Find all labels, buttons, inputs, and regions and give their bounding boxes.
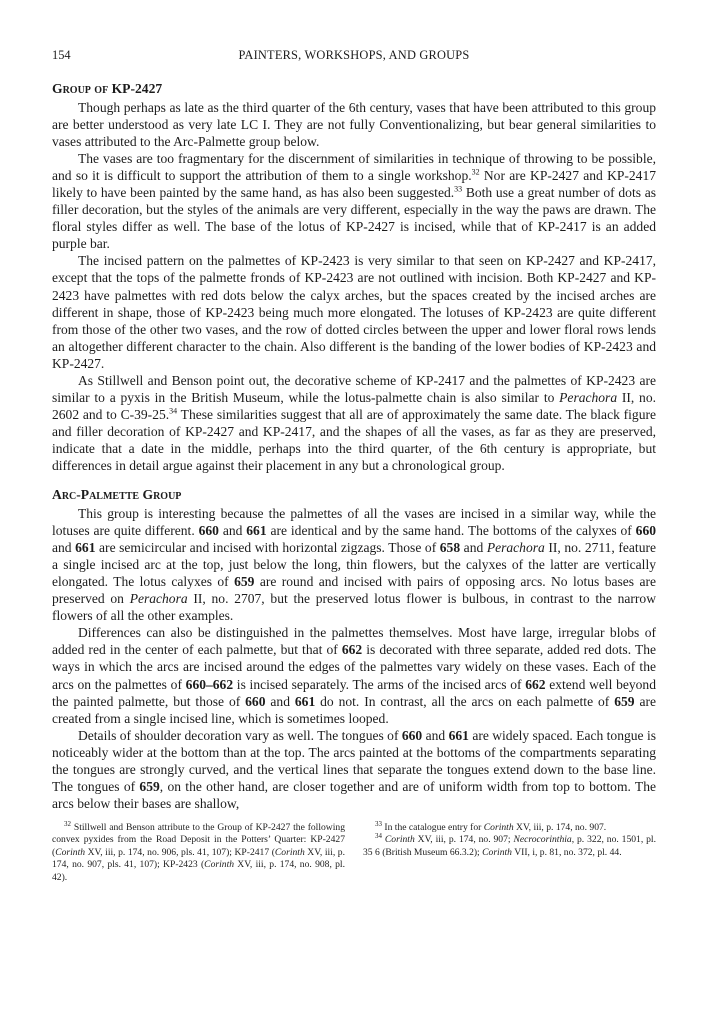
text-run: and	[218, 523, 247, 539]
footnotes	[52, 819, 656, 885]
text-run: and	[422, 727, 449, 743]
text-run: and	[265, 693, 295, 709]
text-run: This group is interesting because the palmettes of all the vases are incised in a similar way, while the lotuses are quite different.	[52, 506, 656, 539]
footnote-reference: 33	[454, 184, 463, 194]
footnote-reference: 32	[64, 819, 71, 828]
text-run: These similarities suggest that all are of approximately the same date. The black figure and filler decoration of KP-2427 and KP-2417, and the shapes of all the vases, as far as they are preserved, indicate that a date in the middle, perhaps into the third quarter, of the 6th century is appropriate, but differences in detail argue against their placement in any but a chronological group.	[52, 406, 656, 473]
italic-text: Perachora	[559, 389, 618, 405]
paragraph	[52, 99, 656, 150]
text-run: do not. In contrast, all the arcs on each palmette of	[315, 693, 615, 709]
paragraph	[52, 252, 656, 371]
footnotes-left-column	[52, 819, 345, 885]
text-run: are created from a single incised line, which is sometimes looped.	[52, 693, 657, 726]
paragraph	[52, 624, 656, 726]
section-heading-arc-palmette-group: Arc-Palmette Group	[52, 487, 182, 503]
footnotes-right-column	[363, 819, 656, 885]
text-run: is decorated with three separate, added red dots. The ways in which the arcs are incised around the edges of the palmettes vary widely on these vases. Each of the arcs on the palmettes of	[52, 642, 657, 692]
bold-catalogue-number: 660	[401, 727, 423, 743]
text-run: extend well beyond the painted palmette, but those of	[52, 676, 656, 709]
bold-catalogue-number: 659	[614, 693, 635, 709]
italic-text: Corinth	[274, 846, 305, 858]
text-run: XV, iii, p. 174, no. 907;	[414, 834, 514, 846]
book-page	[52, 48, 656, 884]
text-run: The vases are too fragmentary for the discernment of similarities in technique of throwing to be possible, and so it is difficult to support the attribution of them to a single workshop.	[52, 151, 656, 184]
text-run: II, no. 2602 and to C-39-25.	[52, 389, 656, 422]
italic-text: Perachora	[129, 591, 188, 607]
bold-catalogue-number: 659	[234, 574, 255, 590]
bold-catalogue-number: 661	[294, 693, 316, 709]
footnote-reference: 34	[375, 832, 382, 841]
text-run: II, no. 2711, feature a single incised arc at the top, just below the long, thin flowers, but the calyxes of the latter are vertically elongated. The lotus calyxes of	[52, 540, 656, 590]
text-run: XV, iii, p. 174, no. 906, pls. 41, 107); KP-2417 (	[85, 846, 275, 858]
text-run: Differences can also be distinguished in the palmettes themselves. Most have large, irregular blobs of added red in the center of each palmette, but that of	[52, 625, 656, 658]
text-run: Both use a great number of dots as filler decoration, but the styles of the animals are very different, especially in the way the paws are drawn. The floral styles differ as well. The base of the lotus of KP-2427 is incised, while that of KP-2417 is an added purple bar.	[52, 185, 656, 252]
italic-text: Corinth	[384, 834, 415, 846]
text-run: and	[460, 540, 487, 556]
bold-catalogue-number: 661	[448, 727, 469, 743]
italic-text: Necrocorinthia	[513, 834, 572, 846]
text-run: is incised separately. The arms of the incised arcs of	[233, 676, 526, 692]
bold-catalogue-number: 660–662	[185, 676, 234, 692]
bold-catalogue-number: 662	[525, 676, 546, 692]
footnote-32	[52, 819, 345, 885]
footnote-reference: 34	[169, 406, 178, 416]
text-run: , p. 322, no. 1501, pl. 35 6 (British Museum 66.3.2);	[363, 834, 656, 858]
paragraph	[52, 727, 656, 812]
bold-catalogue-number: 662	[341, 642, 363, 658]
bold-catalogue-number: 659	[139, 778, 160, 794]
italic-text: Corinth	[483, 821, 514, 833]
paragraph	[52, 372, 656, 474]
italic-text: Corinth	[55, 846, 86, 858]
text-run: In the catalogue entry for	[382, 821, 484, 833]
text-run: Stillwell and Benson attribute to the Group of KP-2427 the following convex pyxides from the Road Deposit in the Potters’ Quarter: KP-2427 (	[52, 821, 345, 858]
text-run: are identical and by the same hand. The bottoms of the calyxes of	[266, 523, 636, 539]
bold-catalogue-number: 661	[75, 540, 96, 556]
text-run: Details of shoulder decoration vary as well. The tongues of	[78, 727, 402, 743]
text-run: are widely spaced. Each tongue is noticeably wider at the bottom than at the top. The arcs painted at the bottoms of the compartments separating the tongues are strongly curved, and the vertical lines that separate the tongues extend down to the base line. The tongues of	[52, 727, 656, 794]
paragraph	[52, 150, 656, 252]
bold-catalogue-number: 660	[198, 523, 219, 539]
running-head	[52, 48, 656, 68]
text-run: XV, iii, p. 174, no. 908, pl. 42).	[52, 859, 345, 883]
text-run: VII, i, p. 81, no. 372, pl. 44.	[511, 846, 622, 858]
page-number: 154	[52, 48, 71, 62]
text-run: , on the other hand, are closer together and are of uniform width from top to bottom. The arcs below their bases are shallow,	[52, 778, 656, 811]
bold-catalogue-number: 660	[635, 523, 656, 539]
running-title: PAINTERS, WORKSHOPS, AND GROUPS	[238, 48, 470, 62]
italic-text: Corinth	[204, 859, 235, 871]
text-run: XV, iii, p. 174, no. 907.	[513, 821, 607, 833]
text-run: II, no. 2707, but the preserved lotus flower is bulbous, in contrast to the narrow flowers of all the other examples.	[52, 591, 656, 624]
paragraph	[52, 505, 656, 624]
text-run: Nor are KP-2427 and KP-2417 likely to have been painted by the same hand, as has also been suggested.	[52, 168, 656, 201]
footnote-34	[363, 834, 656, 859]
footnote-33	[363, 819, 656, 835]
text-run: Though perhaps as late as the third quarter of the 6th century, vases that have been attributed to this group are better understood as very late LC I. They are not fully Conventionalizing, but bear general similarities to vases attributed to the Arc-Palmette group below.	[52, 100, 656, 150]
text-run: and	[52, 540, 76, 556]
text-run: are semicircular and incised with horizontal zigzags. Those of	[95, 540, 440, 556]
text-run: The incised pattern on the palmettes of KP-2423 is very similar to that seen on KP-2427 and KP-2417, except that the tops of the palmette fronds of KP-2423 are not outlined with incision. Both KP-2427 and KP-2423 have palmettes with red dots below the calyx arches, but the spaces created by the incised arches are different in shape, those of KP-2423 being much more elongated. The lotuses of KP-2423 are quite different from those of the other two vases, and the row of dotted circles between the upper and lower floral rows lends an altogether different character to the chain. Also different is the banding of the lower bodies of KP-2423 and KP-2427.	[52, 253, 656, 371]
text-run: As Stillwell and Benson point out, the decorative scheme of KP-2417 and the palmettes of KP-2423 are similar to a pyxis in the British Museum, while the lotus-palmette chain is also similar to	[52, 372, 656, 405]
italic-text: Corinth	[482, 846, 512, 858]
footnote-reference: 33	[375, 819, 382, 828]
text-run: are round and incised with pairs of opposing arcs. No lotus bases are preserved on	[52, 574, 656, 607]
section-heading-group-kp-2427: Group of KP-2427	[52, 81, 163, 96]
bold-catalogue-number: 660	[245, 693, 266, 709]
italic-text: Perachora	[486, 540, 545, 556]
bold-catalogue-number: 661	[246, 523, 267, 539]
bold-catalogue-number: 658	[439, 540, 461, 556]
text-run: XV, iii, p. 174, no. 907, pls. 41, 107); KP-2423 (	[52, 846, 345, 871]
footnote-reference: 32	[471, 167, 480, 177]
